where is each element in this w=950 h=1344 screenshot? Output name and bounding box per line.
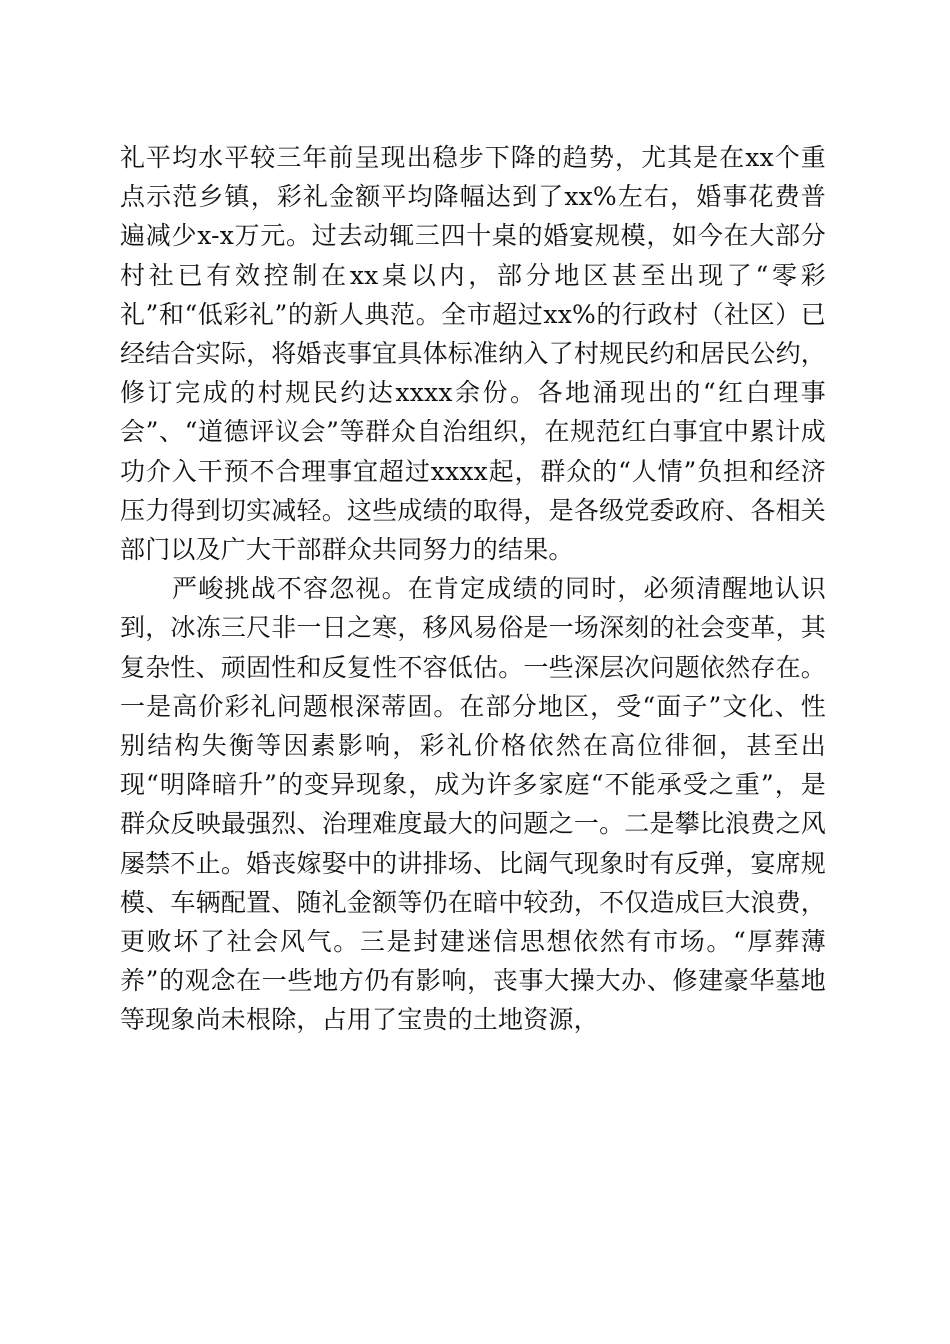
paragraph-challenges: 严峻挑战不容忽视。在肯定成绩的同时，必须清醒地认识到，冰冻三尺非一日之寒，移风易俗是一场深刻的社会变革，其复杂性、顽固性和反复性不容低估。一些深层次问题依然存在。一是高价彩礼问题根深蒂固。在部分地区，受“面子”文化、性别结构失衡等因素影响，彩礼价格依然在高位徘徊，甚至出现“明降暗升”的变异现象，成为许多家庭“不能承受之重”，是群众反映最强烈、治理难度最大的问题之一。二是攀比浪费之风屡禁不止。婚丧嫁娶中的讲排场、比阔气现象时有反弹，宴席规模、车辆配置、随礼金额等仍在暗中较劲，不仅造成巨大浪费，更败坏了社会风气。三是封建迷信思想依然有市场。“厚葬薄养”的观念在一些地方仍有影响，丧事大操大办、修建豪华墓地等现象尚未根除，占用了宝贵的土地资源，: [120, 574, 826, 1035]
body-text: [120, 138, 826, 1040]
paragraph-results: 礼平均水平较三年前呈现出稳步下降的趋势，尤其是在xx个重点示范乡镇，彩礼金额平均降幅达到了xx%左右，婚事花费普遍减少x-x万元。过去动辄三四十桌的婚宴规模，如今在大部分村社已有效控制在xx桌以内，部分地区甚至出现了“零彩礼”和“低彩礼”的新人典范。全市超过xx%的行政村（社区）已经结合实际，将婚丧事宜具体标准纳入了村规民约和居民公约，修订完成的村规民约达xxxx余份。各地涌现出的“红白理事会”、“道德评议会”等群众自治组织，在规范红白事宜中累计成功介入干预不合理事宜超过xxxx起，群众的“人情”负担和经济压力得到切实减轻。这些成绩的取得，是各级党委政府、各相关部门以及广大干部群众共同努力的结果。: [120, 143, 826, 565]
